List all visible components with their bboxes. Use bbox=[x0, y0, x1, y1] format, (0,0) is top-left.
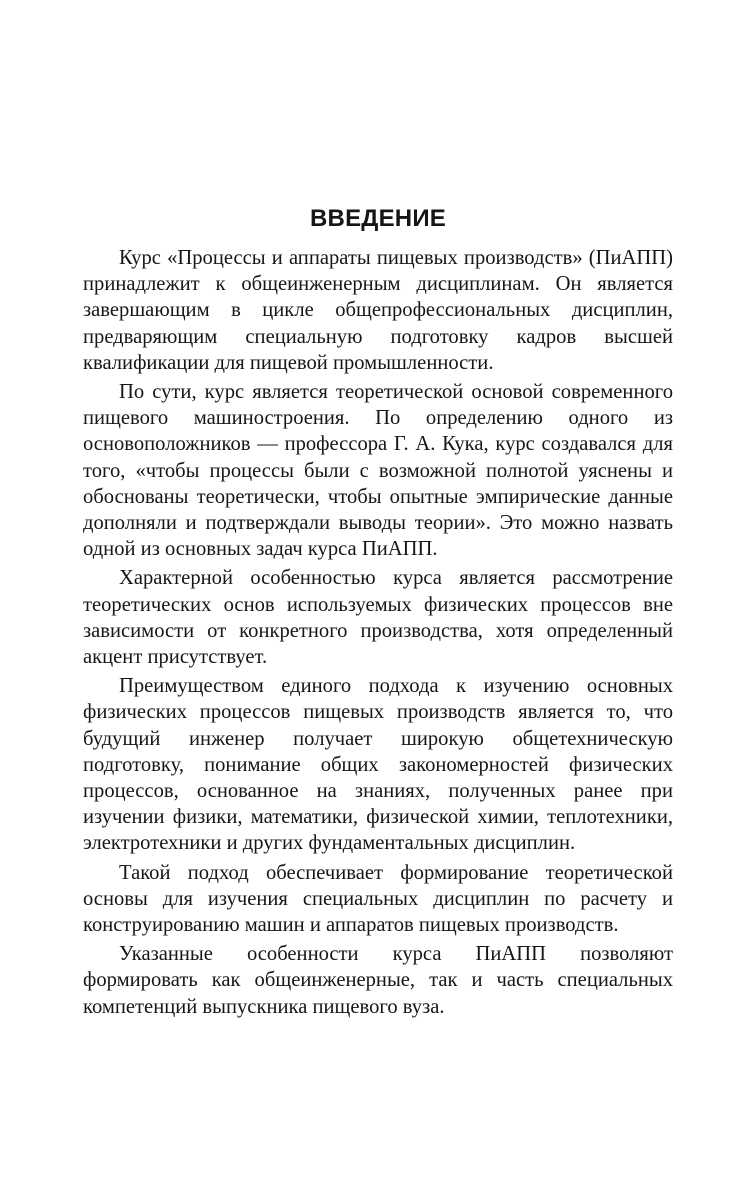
paragraph-5: Такой подход обеспечивает формирование теоретической основы для изучения специальных дисциплин по расчету и конструированию машин и аппаратов пищевых производств. bbox=[83, 861, 673, 937]
page-body bbox=[83, 205, 673, 1023]
paragraph-3: Характерной особенностью курса является рассмотрение теоретических основ используемых физических процессов вне зависимости от конкретного производства, хотя определенный акцент присутствует. bbox=[83, 567, 673, 669]
paragraph-4: Преимуществом единого подхода к изучению основных физических процессов пищевых производств является то, что будущий инженер получает широкую общетехническую подготовку, понимание общих закономерностей физических процессов, основанное на знаниях, полученных ранее при изучении физики, математики, физической химии, теплотехники, электротехники и других фундаментальных дисциплин. bbox=[83, 675, 673, 855]
section-heading: ВВЕДЕНИЕ bbox=[310, 205, 446, 232]
paragraph-6: Указанные особенности курса ПиАПП позволяют формировать как общеинженерные, так и часть специальных компетенций выпускника пищевого вуза. bbox=[83, 943, 673, 1018]
paragraph-2: По сути, курс является теоретической основой современного пищевого машиностроения. По определению одного из основоположников — профессора Г. А. Кука, курс создавался для того, «чтобы процессы были с возможной полнотой уяснены и обоснованы теоретически, чтобы опытные эмпирические данные дополняли и подтверждали выводы теории». Это можно назвать одной из основных задач курса ПиАПП. bbox=[83, 381, 673, 561]
paragraph-1: Курс «Процессы и аппараты пищевых производств» (ПиАПП) принадлежит к общеинженерным дисциплинам. Он является завершающим в цикле общепрофессиональных дисциплин, предваряющим специальную подготовку кадров высшей квалификации для пищевой промышленности. bbox=[83, 247, 673, 374]
